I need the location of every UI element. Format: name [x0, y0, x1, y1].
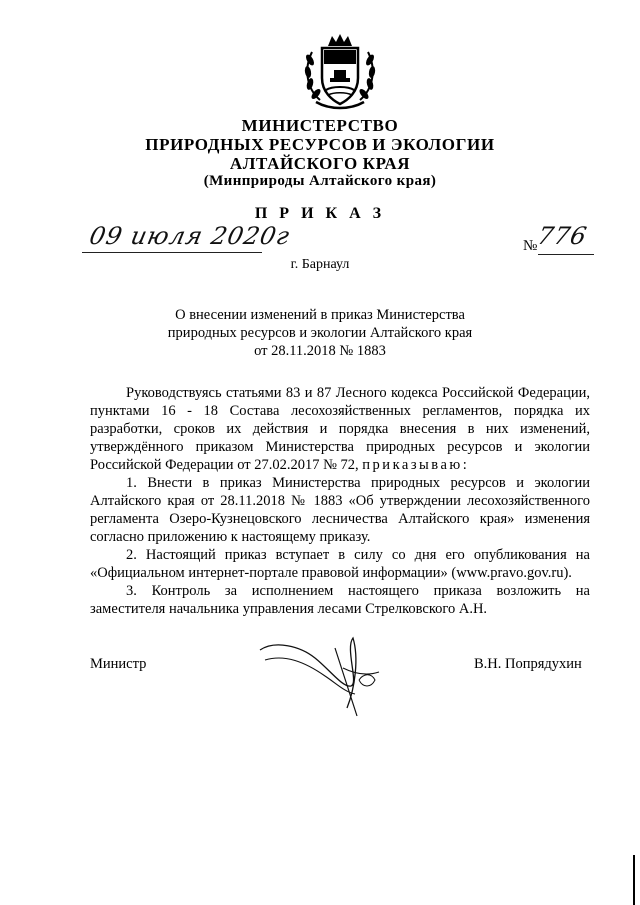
number-underline [538, 254, 594, 255]
org-name-line-1: МИНИСТЕРСТВО [241, 116, 399, 135]
subject-line-1: О внесении изменений в приказ Министерства [175, 307, 465, 323]
subject-line-3: от 28.11.2018 № 1883 [254, 343, 386, 359]
coat-of-arms-icon [302, 30, 378, 110]
item-2: 2. Настоящий приказ вступает в силу со дня его опубликования на «Официальном интернет-портале правовой информации» (www.pravo.gov.ru). [90, 547, 590, 581]
handwritten-date: 09 июля 2020г [87, 222, 293, 250]
document-title: П Р И К А З [254, 205, 386, 222]
preamble-paragraph [90, 384, 590, 474]
item-3: 3. Контроль за исполнением настоящего приказа возложить на заместителя начальника управления лесами Стрелковского А.Н. [90, 583, 590, 617]
order-subject [100, 306, 540, 360]
city: г. Барнаул [290, 257, 350, 272]
signatory-title: Министр [90, 656, 147, 672]
preamble-text: Руководствуясь статьями 83 и 87 Лесного кодекса Российской Федерации, пунктами 16 - 18 Состава лесохозяйственных регламентов, порядка их разработки, сроков их действия и порядка внесения в них изменений, утверждённого приказом Министерства природных ресурсов и экологии Российской Федерации от 27.02.2017 № 72, [90, 385, 590, 473]
handwritten-order-number: 776 [535, 222, 590, 250]
handwritten-signature-icon [255, 628, 385, 718]
subject-line-2: природных ресурсов и экологии Алтайского края [167, 325, 473, 341]
signatory-name: В.Н. Попрядухин [474, 656, 582, 672]
org-short-name: (Минприроды Алтайского края) [203, 173, 437, 189]
order-body [90, 384, 590, 618]
org-name-line-2: ПРИРОДНЫХ РЕСУРСОВ И ЭКОЛОГИИ [145, 135, 495, 154]
item-1: 1. Внести в приказ Министерства природных ресурсов и экологии Алтайского края от 28.11.2018 № 1883 «Об утверждении лесохозяйственного регламента Озеро-Кузнецовского лесничества Алтайского края» изменения согласно приложению к настоящему приказу. [90, 475, 590, 545]
date-underline [82, 252, 262, 253]
order-number-label: № [523, 238, 538, 254]
org-name-line-3: АЛТАЙСКОГО КРАЯ [229, 154, 411, 173]
preamble-keyword: приказываю: [362, 457, 470, 473]
scan-edge-mark [633, 855, 635, 905]
